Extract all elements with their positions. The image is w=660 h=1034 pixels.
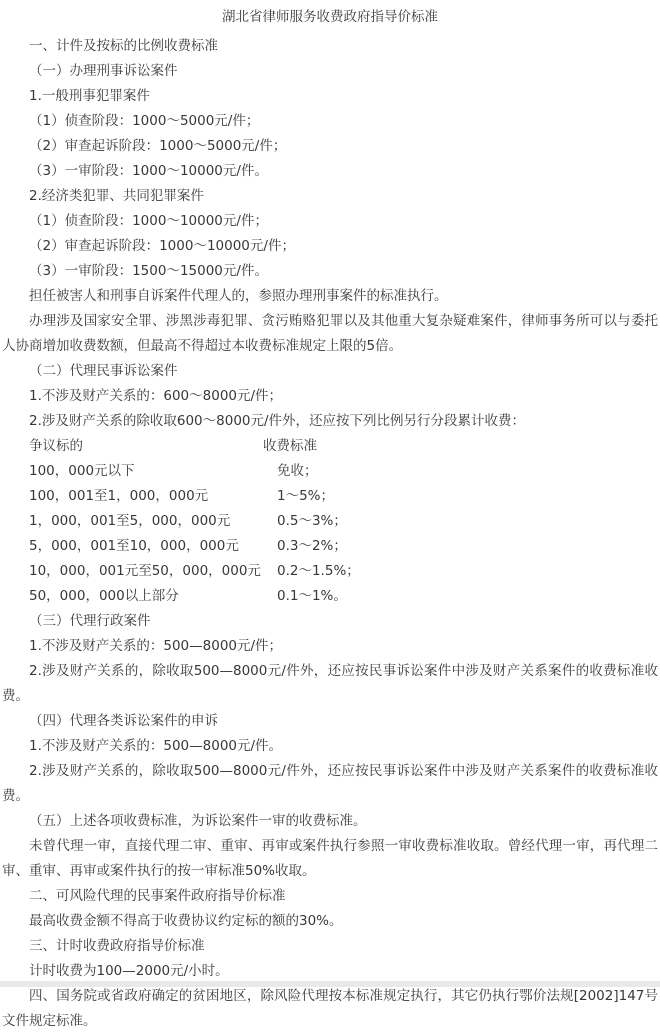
note-paragraph: 计时收费为100—2000元/小时。 [29,963,229,979]
fee-table-row [2,484,658,509]
subsection-1-5-heading: （五）上述各项收费标准，为诉讼案件一审的收费标准。 [29,813,367,829]
section-4-heading: 四、国务院或省政府确定的贫困地区，除风险代理按本标准规定执行，其它仍执行鄂价法规[2002]147号文件规定标准。 [2,988,658,1029]
fee-table-row [2,584,658,609]
fee-rate: 0.5～3%； [277,513,347,529]
fee-item: 1.不涉及财产关系的：600～8000元/件； [29,388,283,404]
fee-rate: 0.3～2%； [277,538,347,554]
section-2-heading: 二、可风险代理的民事案件政府指导价标准 [29,888,286,904]
fee-table [2,434,658,609]
fee-range: 100，001至1，000，000元 [29,488,209,504]
fee-table-row [2,509,658,534]
fee-range: 1，000，001至5，000，000元 [29,513,231,529]
document-title: 湖北省律师服务收费政府指导价标准 [222,9,438,25]
fee-range: 50，000，000以上部分 [29,588,179,604]
fee-table-row [2,459,658,484]
section-3-heading: 三、计时收费政府指导价标准 [29,938,205,954]
fee-table-header-row [2,434,658,459]
subsection-1-1-heading: （一）办理刑事诉讼案件 [29,63,178,79]
fee-item: （1）侦查阶段：1000～5000元/件； [29,113,260,129]
subsection-1-3-heading: （三）代理行政案件 [29,613,151,629]
item-general-criminal-heading: 1.一般刑事犯罪案件 [29,88,150,104]
fee-rate: 免收； [277,463,318,479]
fee-range: 5，000，001至10，000，000元 [29,538,239,554]
fee-item: 1.不涉及财产关系的：500—8000元/件； [29,638,283,654]
fee-item: （2）审查起诉阶段：1000～10000元/件； [29,238,295,254]
fee-table-row [2,534,658,559]
fee-rate: 0.1～1%。 [277,588,347,604]
fee-rate: 0.2～1.5%； [277,563,360,579]
fee-item: 2.涉及财产关系的除收取600～8000元/件外，还应按下列比例另行分段累计收费： [29,413,526,429]
fee-range: 100，000元以下 [29,463,135,479]
fee-table-row [2,559,658,584]
bottom-divider [0,981,660,987]
fee-rate: 1～5%； [277,488,335,504]
fee-item: 2.涉及财产关系的，除收取500—8000元/件外，还应按民事诉讼案件中涉及财产关系案件的收费标准收费。 [2,763,658,804]
subsection-1-2-heading: （二）代理民事诉讼案件 [29,363,178,379]
fee-item: 1.不涉及财产关系的：500—8000元/件。 [29,738,283,754]
fee-table-header-subject: 争议标的 [29,438,83,454]
fee-item: 2.涉及财产关系的，除收取500—8000元/件外，还应按民事诉讼案件中涉及财产关系案件的收费标准收费。 [2,663,658,704]
note-paragraph: 最高收费金额不得高于收费协议约定标的额的30%。 [29,913,343,929]
note-paragraph: 未曾代理一审，直接代理二审、重审、再审或案件执行参照一审收费标准收取。曾经代理一审，再代理二审、重审、再审或案件执行的按一审标准50%收取。 [2,838,658,879]
note-paragraph: 担任被害人和刑事自诉案件代理人的，参照办理刑事案件的标准执行。 [29,288,448,304]
fee-item: （2）审查起诉阶段：1000～5000元/件； [29,138,287,154]
fee-item: （1）侦查阶段：1000～10000元/件； [29,213,268,229]
section-1-heading: 一、计件及按标的比例收费标准 [29,38,218,54]
fee-range: 10，000，001元至50，000，000元 [29,563,261,579]
item-economic-criminal-heading: 2.经济类犯罪、共同犯罪案件 [29,188,204,204]
subsection-1-4-heading: （四）代理各类诉讼案件的申诉 [29,713,218,729]
fee-item: （3）一审阶段：1500～15000元/件。 [29,263,268,279]
note-paragraph: 办理涉及国家安全罪、涉黑涉毒犯罪、贪污贿赂犯罪以及其他重大复杂疑难案件，律师事务所可以与委托人协商增加收费数额，但最高不得超过本收费标准规定上限的5倍。 [2,313,658,354]
fee-table-header-rate: 收费标准 [263,438,317,454]
fee-item: （3）一审阶段：1000～10000元/件。 [29,163,268,179]
